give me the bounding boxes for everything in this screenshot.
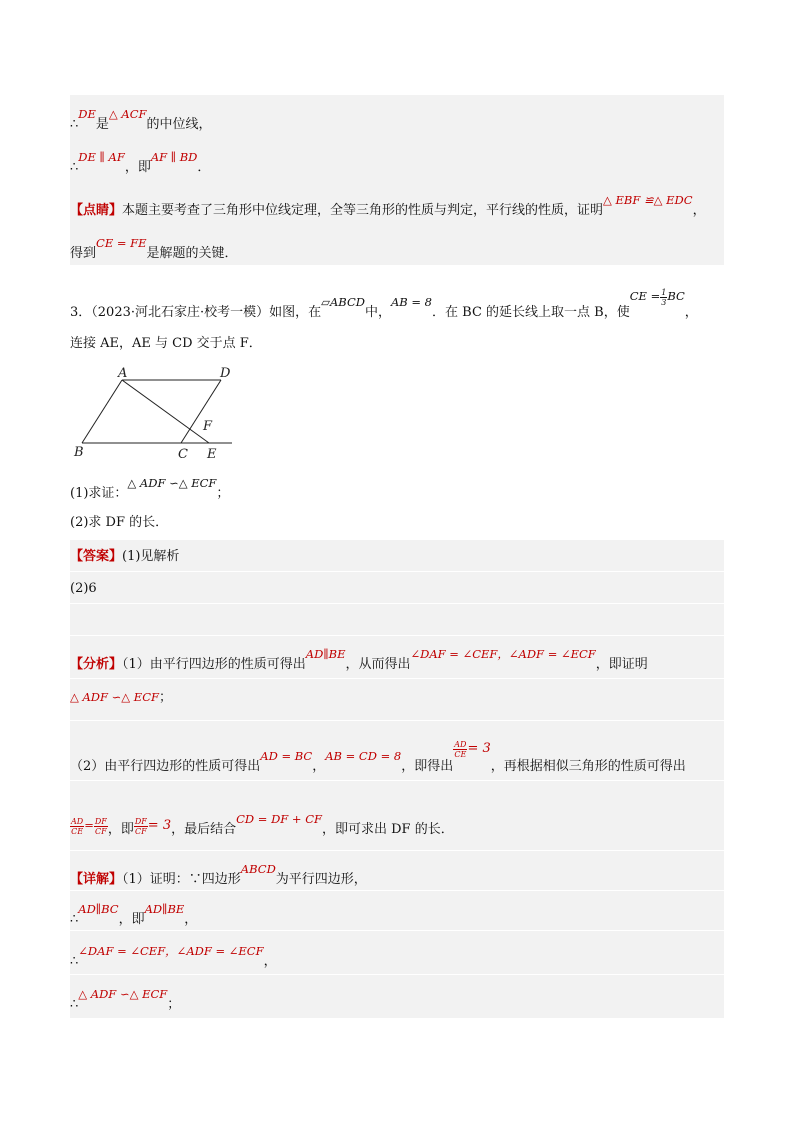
- solution-line-2: ∴DE ∥ AF，即AF ∥ BD．: [70, 150, 211, 175]
- detail-line-4: ∴△ ADF ∽△ ECF；: [70, 987, 181, 1012]
- label-A: A: [118, 366, 128, 381]
- question-3-block: [70, 285, 724, 535]
- question-part-2: (2)求 DF 的长．: [70, 515, 169, 530]
- previous-solution-block: [70, 95, 724, 265]
- key-point-line: 【点睛】本题主要考查了三角形中位线定理，全等三角形的性质与判定，平行线的性质，证明△ EBF ≌△ EDC，: [70, 193, 706, 218]
- detail-line-1: 【详解】（1）证明：∵四边形ABCD为平行四边形，: [70, 862, 367, 887]
- answer-tag: 【答案】: [70, 549, 123, 564]
- fraction-DF-CF: $\frac{DF}{CF}$: [94, 816, 107, 836]
- detail-line-3: ∴∠DAF = ∠CEF，∠ADF = ∠ECF，: [70, 944, 277, 969]
- solution-block: [70, 540, 724, 1018]
- detail-tag: 【详解】: [70, 872, 123, 887]
- parallelogram-figure: [70, 363, 240, 463]
- detail-line-2: ∴AD∥BC，即AD∥BE，: [70, 902, 198, 927]
- label-F: F: [203, 419, 213, 434]
- label-C: C: [178, 447, 188, 462]
- key-point-tag: 【点睛】: [70, 203, 123, 218]
- key-point-line-2: 得到CE = FE是解题的关键．: [70, 236, 238, 261]
- segment-AE: [122, 380, 209, 443]
- analysis-tag: 【分析】: [70, 657, 123, 672]
- analysis-line-1: 【分析】（1）由平行四边形的性质可得出AD∥BE，从而得出∠DAF = ∠CEF，∠ADF = ∠ECF，即证明: [70, 647, 648, 672]
- one-third-fraction: $\frac{1}{3}$: [661, 287, 667, 307]
- fraction-AD-CE: $\frac{AD}{CE}$: [454, 739, 467, 759]
- question-line-2: 连接 AE，AE 与 CD 交于点 F．: [70, 336, 262, 351]
- fraction-AD-CE-2: $\frac{AD}{CE}$: [71, 816, 84, 836]
- answer-line-2: (2)6: [70, 581, 97, 596]
- edge-DC: [181, 380, 221, 443]
- label-B: B: [74, 445, 84, 460]
- solution-line-1: ∴DE是△ ACF的中位线，: [70, 107, 212, 132]
- fraction-DF-CF-2: $\frac{DF}{CF}$: [134, 816, 147, 836]
- question-line-1: 3．（2023·河北石家庄·校考一模）如图，在▱ABCD中，AB = 8．在 BC 的延长线上取一点 B，使CE = $\frac{1}{3}$ BC，: [70, 287, 698, 320]
- question-part-1: (1)求证：△ ADF ∽△ ECF；: [70, 476, 230, 501]
- analysis-line-2: △ ADF ∽△ ECF；: [70, 690, 172, 705]
- edge-AB: [82, 380, 122, 443]
- label-E: E: [207, 447, 217, 462]
- label-D: D: [220, 366, 231, 381]
- analysis-line-3: （2）由平行四边形的性质可得出AD = BC，AB = CD = 8，即得出 $\frac{AD}{CE}$ = 3，再根据相似三角形的性质可得出: [70, 739, 686, 774]
- answer-line-1: 【答案】(1)见解析: [70, 549, 180, 564]
- analysis-line-4: $\frac{AD}{CE}$ = $\frac{DF}{CF}$ ，即 $\frac{DF}{CF}$ = 3，最后结合CD = DF + CF，即可求出 DF 的长．: [71, 812, 454, 837]
